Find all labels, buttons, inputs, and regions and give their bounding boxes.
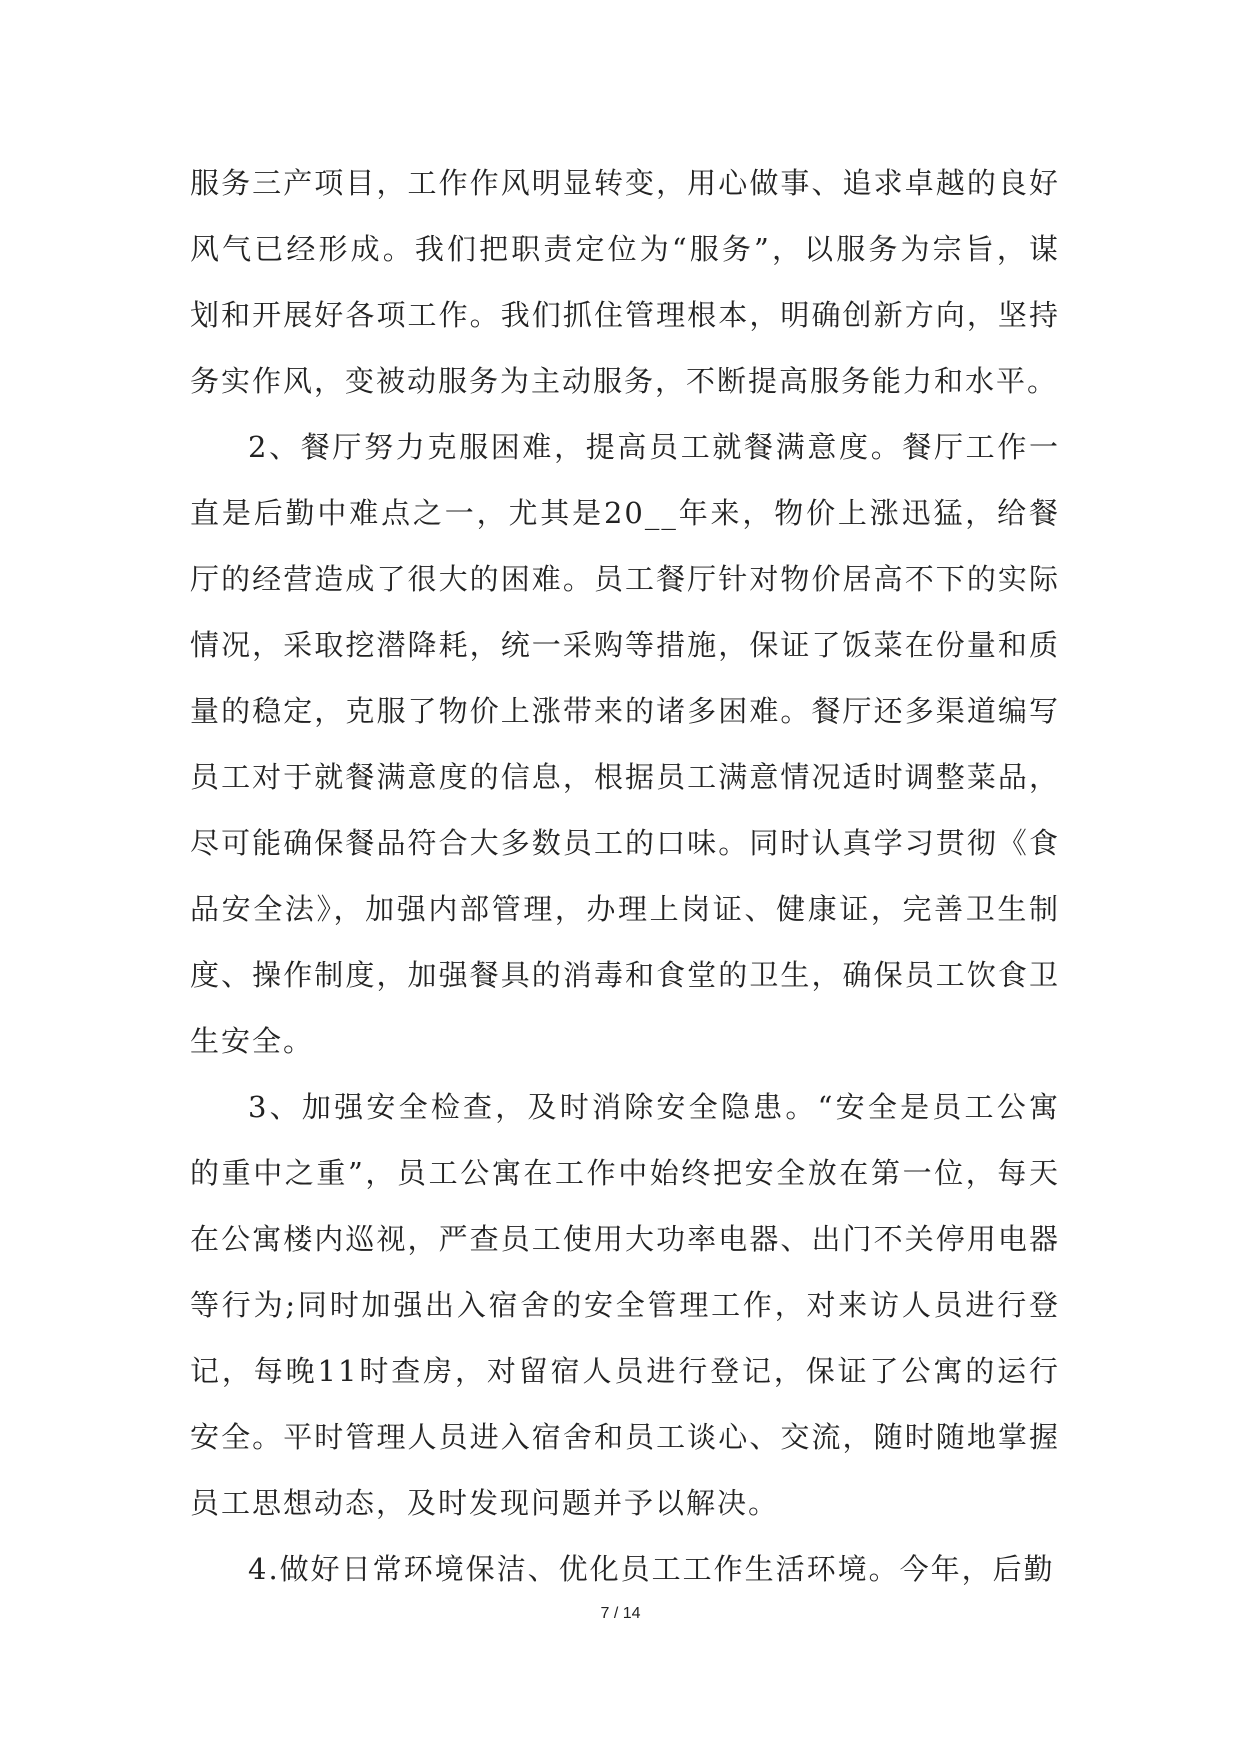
page-number: 7 / 14 [600,1605,641,1622]
paragraph-safety-inspection: 3、加强安全检查，及时消除安全隐患。“安全是员工公寓的重中之重”，员工公寓在工作中始终把安全放在第一位，每天在公寓楼内巡视，严查员工使用大功率电器、出门不关停用电器等行为;同时加强出入宿舍的安全管理工作，对来访人员进行登记，每晚11时查房，对留宿人员进行登记，保证了公寓的运行安全。平时管理人员进入宿舍和员工谈心、交流，随时随地掌握员工思想动态，及时发现问题并予以解决。 [190,1090,1060,1520]
paragraph-service-work: 服务三产项目，工作作风明显转变，用心做事、追求卓越的良好风气已经形成。我们把职责定位为“服务”，以服务为宗旨，谋划和开展好各项工作。我们抓住管理根本，明确创新方向，坚持务实作风，变被动服务为主动服务，不断提高服务能力和水平。 [190,166,1060,398]
paragraph-environment-cleaning: 4.做好日常环境保洁、优化员工工作生活环境。今年，后勤 [248,1552,1055,1586]
document-body [190,150,1060,1602]
paragraph-canteen: 2、餐厅努力克服困难，提高员工就餐满意度。餐厅工作一直是后勤中难点之一，尤其是20__年来，物价上涨迅猛，给餐厅的经营造成了很大的困难。员工餐厅针对物价居高不下的实际情况，采取挖潜降耗，统一采购等措施，保证了饭菜在份量和质量的稳定，克服了物价上涨带来的诸多困难。餐厅还多渠道编写员工对于就餐满意度的信息，根据员工满意情况适时调整菜品，尽可能确保餐品符合大多数员工的口味。同时认真学习贯彻《食品安全法》，加强内部管理，办理上岗证、健康证，完善卫生制度、操作制度，加强餐具的消毒和食堂的卫生，确保员工饮食卫生安全。 [190,430,1060,1058]
